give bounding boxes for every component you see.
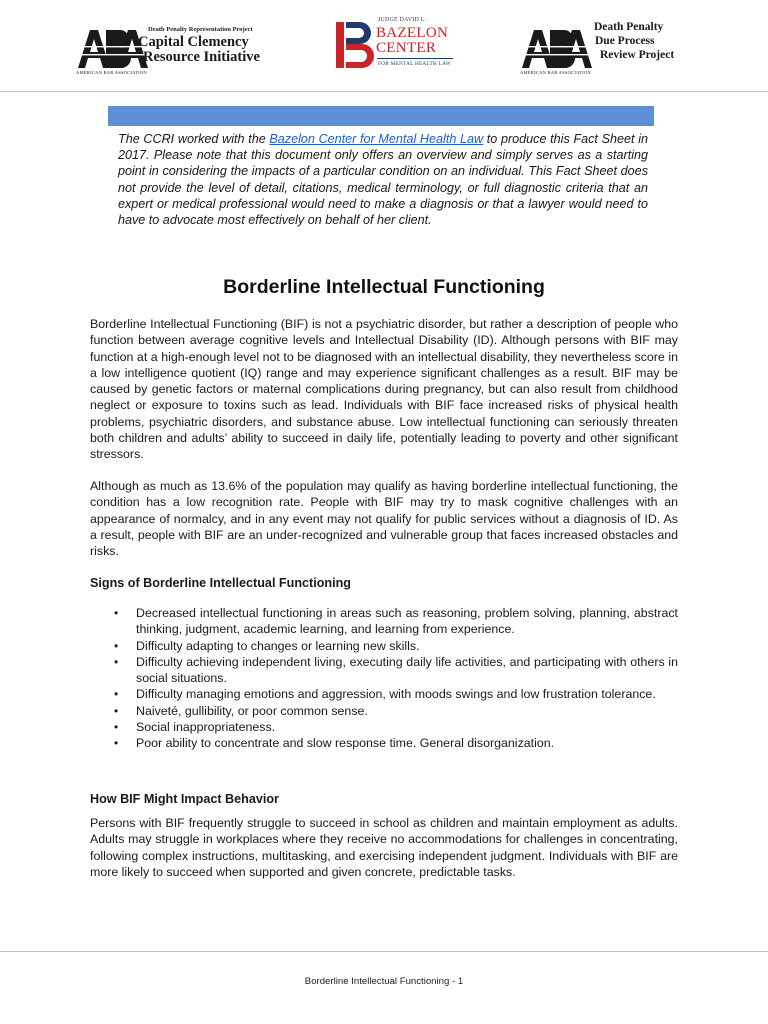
dp-due-process-logo — [520, 21, 680, 76]
bazelon-subtitle: FOR MENTAL HEALTH LAW — [378, 61, 451, 67]
signs-list — [90, 605, 678, 752]
bullet-icon: • — [114, 638, 119, 653]
header-divider — [0, 91, 768, 92]
bullet-icon: • — [114, 720, 119, 735]
bullet-icon: • — [114, 736, 119, 751]
aba-association-label: AMERICAN BAR ASSOCIATION — [76, 70, 147, 75]
bullet-icon: • — [114, 687, 119, 702]
signs-heading: Signs of Borderline Intellectual Functioning — [90, 576, 351, 590]
intro-note: The CCRI worked with the Bazelon Center for Mental Health Law to produce this Fact Sheet in 2017. Please note that this document only offers an overview and simply serves as a starting point in considering the impacts of a particular condition on an individual. This Fact Sheet does not provide the level of detail, citations, medical terminology, or full diagnostic criteria that an expert or medical professional would need to make a diagnosis or that a lawyer would need to have to advocate most effectively on behalf of her client. — [118, 132, 649, 228]
paragraph-prevalence: Although as much as 13.6% of the population may qualify as having borderline intellectual functioning, the condition has a low recognition rate. People with BIF may try to mask cognitive challenges with an appearance of normalcy, and in any event may not qualify for public services without a diagnosis of ID. As a result, people with BIF are an under-recognized and vulnerable group that faces increased obstacles and risks. — [90, 479, 678, 559]
list-item: • Poor ability to concentrate and slow response time. General disorganization. — [114, 736, 555, 751]
ccri-tagline: Death Penalty Representation Project — [148, 26, 253, 33]
intro-accent-bar — [108, 106, 654, 126]
bazelon-name: BAZELON CENTER — [376, 25, 449, 56]
paragraph-overview: Borderline Intellectual Functioning (BIF) is not a psychiatric disorder, but rather a description of people who function between average cognitive levels and Intellectual Disability (ID). Although persons with BIF may function at a high-enough level not to be diagnosed with an intellectual disability, they nevertheless score in a low intelligence quotient (IQ) range and may experience significant challenges as a result. BIF may be caused by genetic factors or maternal complications during pregnancy, but can also result from childhood neglect or exposure to toxins such as lead. Individuals with BIF face increased risks of physical health problems, psychiatric disorders, and substance abuse. Low intellectual functioning can seriously threaten both children and adults’ ability to succeed in daily life, potentially leading to poverty and other significant stressors. — [90, 317, 678, 462]
footer-divider — [0, 951, 768, 952]
list-item: • Difficulty adapting to changes or learning new skills. — [114, 638, 420, 653]
list-item: • Difficulty achieving independent living, executing daily life activities, and participating with others in social situations. — [114, 654, 678, 686]
aba-association-label: AMERICAN BAR ASSOCIATION — [520, 70, 591, 75]
paragraph-behavior: Persons with BIF frequently struggle to succeed in school as children and maintain employment as adults. Adults may struggle in workplaces where they receive no accommodations for challenges in concentrating, following complex instructions, multitasking, and exercising independent judgment. Individuals with BIF are more likely to succeed when supported and given concrete, predictable tasks. — [90, 816, 678, 879]
behavior-heading: How BIF Might Impact Behavior — [90, 792, 279, 806]
ccri-name: Capital Clemency Resource Initiative — [138, 34, 260, 65]
bazelon-divider — [377, 58, 453, 59]
dp-project-name: Death Penalty Due Process Review Project — [594, 21, 675, 61]
list-item: • Naiveté, gullibility, or poor common sense. — [114, 703, 368, 718]
bazelon-judge-label: JUDGE DAVID L. — [378, 17, 427, 23]
bullet-icon: • — [114, 703, 119, 718]
aba-logo-mark — [520, 24, 592, 70]
bazelon-center-link[interactable]: Bazelon Center for Mental Health Law — [269, 132, 484, 146]
list-item: • Social inappropriateness. — [114, 720, 276, 735]
bazelon-b-mark — [334, 20, 378, 70]
bazelon-logo — [334, 16, 458, 72]
list-item: • Difficulty managing emotions and aggression, with moods swings and low frustration tolerance. — [114, 687, 656, 702]
page-footer: Borderline Intellectual Functioning - 1 — [304, 976, 464, 987]
bullet-icon: • — [114, 654, 119, 669]
page-title: Borderline Intellectual Functioning — [223, 276, 545, 298]
ccri-logo — [76, 24, 276, 76]
bullet-icon: • — [114, 606, 119, 620]
page-header — [0, 0, 768, 92]
list-item: • Decreased intellectual functioning in areas such as reasoning, problem solving, planning, abstract thinking, judgment, academic learning, and learning from experience. — [114, 606, 678, 637]
